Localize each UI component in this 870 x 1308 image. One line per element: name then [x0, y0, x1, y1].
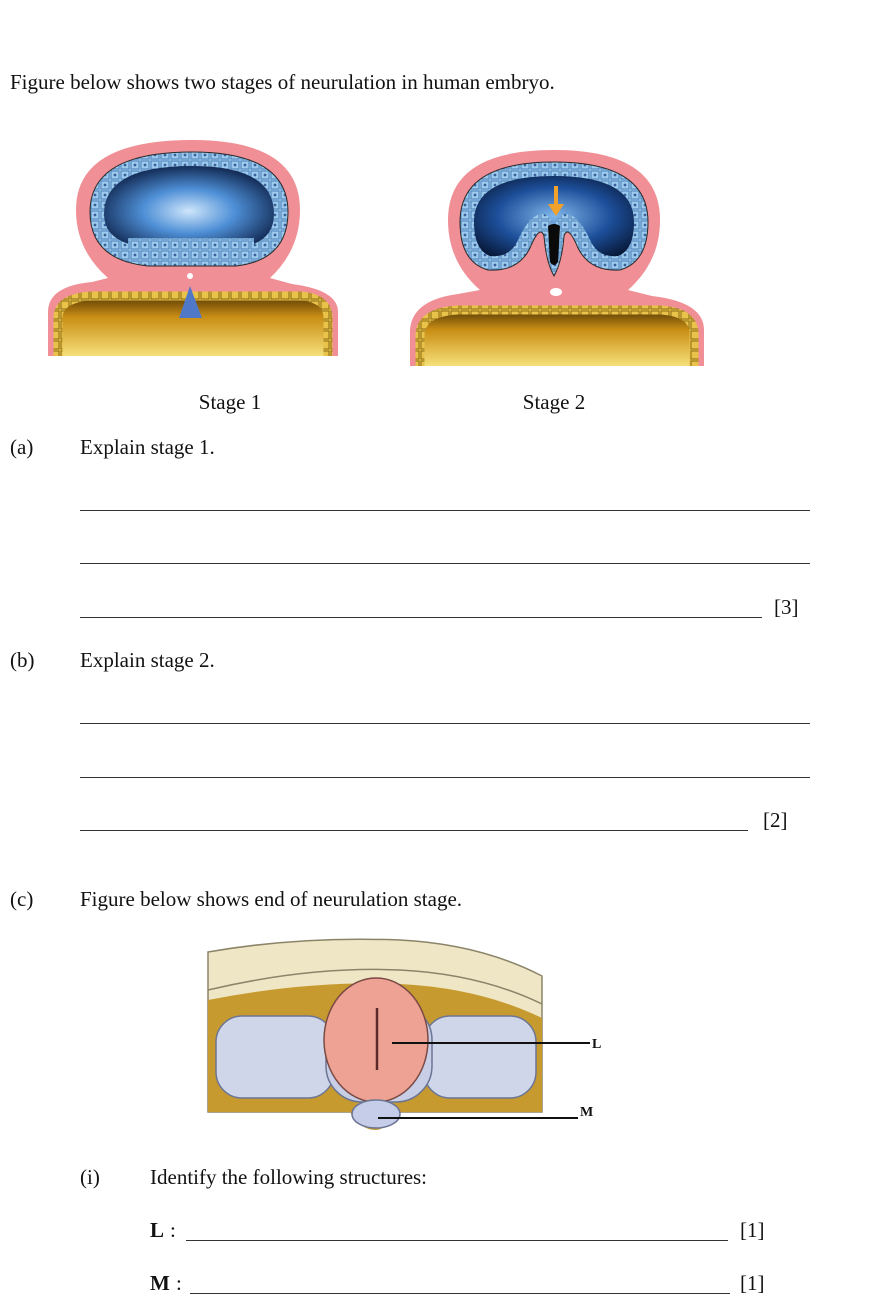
part-a-marks: [3] [774, 595, 799, 619]
stage2-diagram [410, 150, 704, 366]
part-c-question: Figure below shows end of neurulation stage. [80, 887, 463, 911]
intro-text: Figure below shows two stages of neurulation in human embryo. [10, 70, 555, 94]
answer-line-b1[interactable] [80, 723, 810, 724]
item-M-marks: [1] [740, 1271, 765, 1295]
sub-i-label: (i) [80, 1165, 100, 1189]
answer-line-b2[interactable] [80, 777, 810, 778]
item-L-key: L [150, 1218, 165, 1242]
stage1-diagram [48, 140, 338, 356]
item-M-sep: : [176, 1271, 182, 1295]
answer-line-a1[interactable] [80, 510, 810, 511]
part-a-label: (a) [10, 435, 34, 459]
label-M: M [580, 1105, 594, 1120]
item-M-key: M [150, 1271, 170, 1295]
stage2-caption: Stage 2 [522, 390, 586, 414]
stage1-caption: Stage 1 [198, 390, 262, 414]
answer-line-a2[interactable] [80, 563, 810, 564]
item-L-marks: [1] [740, 1218, 765, 1242]
answer-line-L[interactable] [186, 1240, 728, 1241]
answer-line-b3[interactable] [80, 830, 748, 831]
label-L: L [592, 1037, 602, 1052]
answer-line-M[interactable] [190, 1293, 730, 1294]
part-b-label: (b) [10, 648, 35, 672]
item-L-sep: : [170, 1218, 176, 1242]
stage-figures [0, 0, 870, 380]
part-b-marks: [2] [763, 808, 788, 832]
part-b-question: Explain stage 2. [80, 648, 215, 672]
part-c-label: (c) [10, 887, 34, 911]
neural-tube-figure [0, 930, 870, 1160]
answer-line-a3[interactable] [80, 617, 762, 618]
part-a-question: Explain stage 1. [80, 435, 215, 459]
sub-i-question: Identify the following structures: [150, 1165, 428, 1189]
